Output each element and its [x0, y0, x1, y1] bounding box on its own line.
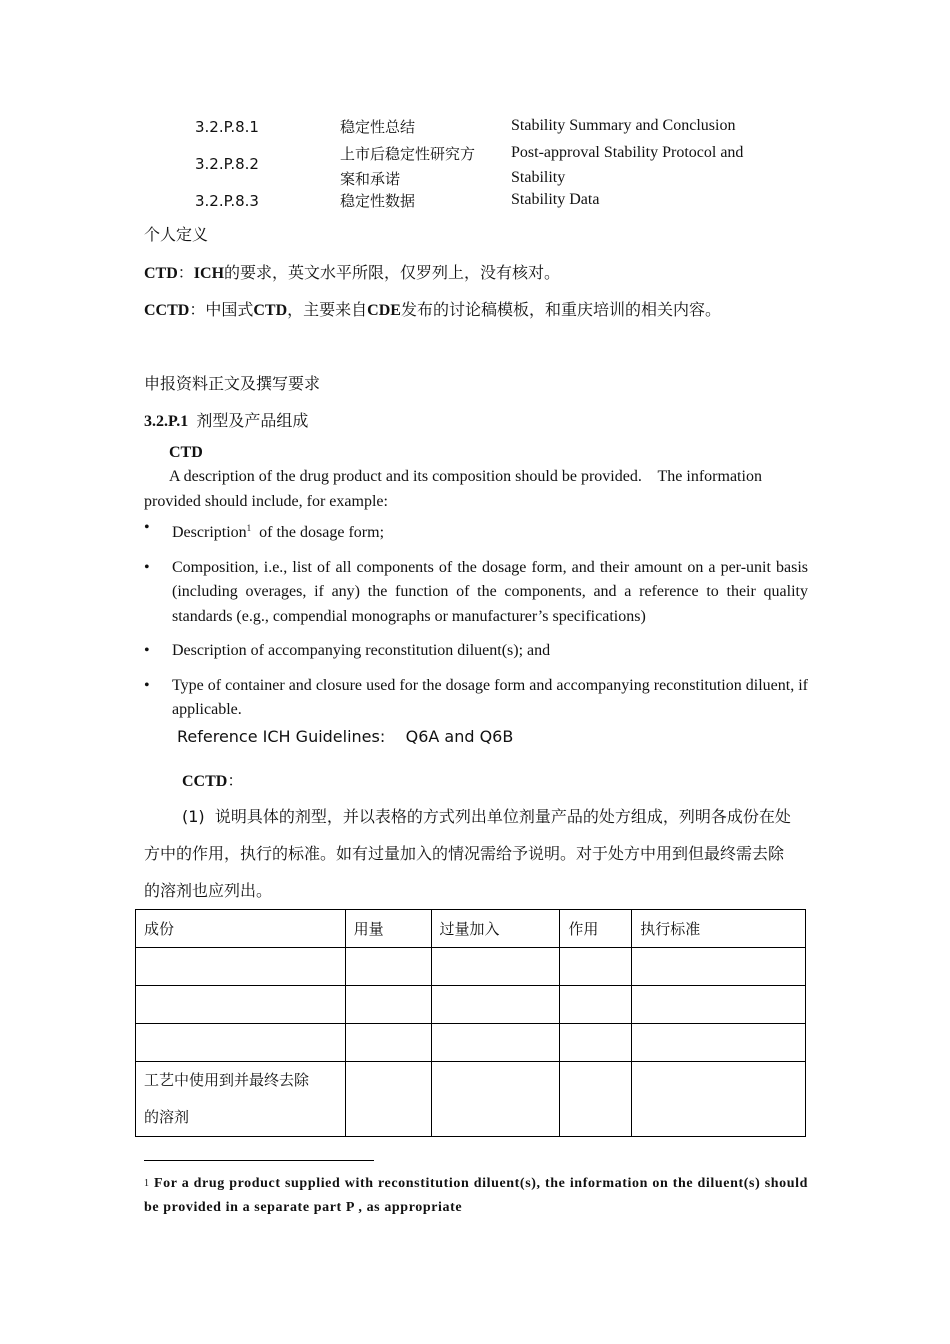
table-header-cell: 过量加入 — [431, 910, 560, 948]
section-code: 3.2.P.8.1 — [195, 118, 259, 136]
table-row — [136, 1062, 806, 1137]
composition-table — [135, 909, 806, 1137]
table-row — [136, 1024, 806, 1062]
section-heading-title: 剂型及产品组成 — [196, 411, 309, 430]
section-en-title: Stability — [511, 169, 566, 186]
footnote-ref: 1 — [246, 523, 252, 533]
table-cell[interactable] — [345, 1024, 431, 1062]
table-header-cell: 作用 — [560, 910, 632, 948]
list-item: • Type of container and closure used for the dosage form and accompanying reconstitution diluent, if applicable. — [144, 674, 808, 723]
footnote-divider — [144, 1160, 374, 1161]
cctd-subheading: CCTD： — [182, 771, 244, 790]
table-cell[interactable] — [632, 986, 806, 1024]
section-code: 3.2.P.8.2 — [195, 155, 259, 173]
list-item: • Description of accompanying reconstitution diluent(s); and — [144, 639, 808, 664]
section-en-title: Stability Summary and Conclusion — [511, 117, 736, 134]
table-cell[interactable] — [431, 948, 560, 986]
table-cell[interactable] — [560, 1024, 632, 1062]
section-en-title: Post-approval Stability Protocol and — [511, 144, 744, 161]
section-cn-title: 案和承诺 — [340, 170, 401, 188]
table-cell[interactable] — [431, 1024, 560, 1062]
ctd-label: CTD — [144, 265, 178, 282]
section-code: 3.2.P.8.3 — [195, 192, 259, 210]
ctd-subheading: CTD — [169, 444, 203, 461]
cctd-paragraph-line: 方中的作用，执行的标准。如有过量加入的情况需给予说明。对于处方中用到但最终需去除 — [144, 844, 785, 863]
section-en-title: Stability Data — [511, 191, 600, 208]
body-heading: 申报资料正文及撰写要求 — [144, 374, 321, 393]
table-cell[interactable] — [632, 1024, 806, 1062]
table-cell[interactable] — [632, 948, 806, 986]
cctd-paragraph-line: 的溶剂也应列出。 — [144, 881, 273, 900]
table-header-cell: 用量 — [345, 910, 431, 948]
requirements-list — [144, 516, 808, 733]
intro-line-2: provided should include, for example: — [144, 493, 388, 510]
table-cell[interactable] — [431, 986, 560, 1024]
table-cell[interactable] — [136, 948, 346, 986]
table-cell[interactable] — [136, 986, 346, 1024]
table-cell[interactable] — [345, 986, 431, 1024]
cctd-paragraph-line: (1) 说明具体的剂型，并以表格的方式列出单位剂量产品的处方组成，列明各成份在处 — [182, 807, 791, 826]
bullet-icon: • — [144, 519, 150, 536]
table-header-cell: 执行标准 — [632, 910, 806, 948]
table-cell[interactable] — [632, 1062, 806, 1137]
table-cell[interactable] — [431, 1062, 560, 1137]
footnote-text: For a drug product supplied with reconstitution diluent(s), the information on the diluent(s) should be provided in a separate part P , as appropriate — [144, 1176, 809, 1215]
section-cn-title: 稳定性数据 — [340, 192, 416, 210]
definitions-heading: 个人定义 — [144, 225, 209, 244]
footnote-number: 1 — [144, 1178, 150, 1189]
bullet-icon: • — [144, 558, 150, 576]
table-row — [136, 948, 806, 986]
ctd-definition: CTD：ICH的要求，英文水平所限，仅罗列上，没有核对。 — [144, 263, 561, 282]
table-cell[interactable] — [560, 986, 632, 1024]
reference-guidelines: Reference ICH Guidelines: Q6A and Q6B — [177, 727, 514, 746]
table-row — [136, 986, 806, 1024]
footnote — [144, 1172, 808, 1220]
cctd-label: CCTD — [144, 302, 190, 319]
section-heading-code: 3.2.P.1 — [144, 413, 189, 430]
section-cn-title: 上市后稳定性研究方 — [340, 145, 476, 163]
section-cn-title: 稳定性总结 — [340, 118, 416, 136]
list-item: • Description$^1$ of the dosage form; — [144, 516, 808, 546]
table-header-cell: 成份 — [136, 910, 346, 948]
section-heading — [144, 408, 308, 434]
table-cell[interactable] — [345, 948, 431, 986]
intro-line-1: A description of the drug product and its composition should be provided. The information — [169, 468, 762, 485]
table-cell-solvent: 工艺中使用到并最终去除 的溶剂 — [136, 1062, 346, 1137]
table-cell[interactable] — [136, 1024, 346, 1062]
table-cell[interactable] — [345, 1062, 431, 1137]
bullet-icon: • — [144, 642, 150, 659]
list-item: • Composition, i.e., list of all components of the dosage form, and their amount on a per-unit basis (including overages, if any) the function of the components, and a reference to their quality standards (e.g., compendial monographs or manufacturer’s specifications) — [144, 556, 808, 630]
table-cell[interactable] — [560, 948, 632, 986]
bullet-icon: • — [144, 676, 150, 694]
cctd-definition: CCTD：中国式CTD，主要来自CDE发布的讨论稿模板，和重庆培训的相关内容。 — [144, 300, 721, 319]
table-cell[interactable] — [560, 1062, 632, 1137]
table-header-row — [136, 910, 806, 948]
